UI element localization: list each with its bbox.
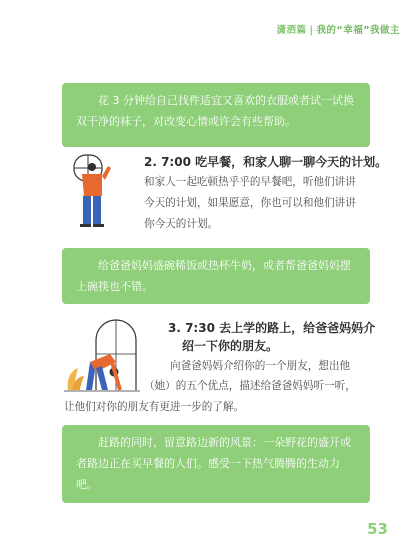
header-series: 潇洒篇 bbox=[276, 25, 307, 36]
section-3-body-line1: 向爸爸妈妈介绍你的一个朋友，想出他 bbox=[170, 360, 351, 372]
tip-box-clothes-text: 花 3 分钟给自己找件适宜又喜欢的衣服或者试一试换双干净的袜子，对改变心情或许会有些帮助。 bbox=[76, 94, 354, 128]
section-3-body-line3: 让他们对你的朋友有更进一步的了解。 bbox=[64, 401, 245, 413]
tip-box-scenery bbox=[62, 425, 370, 503]
section-3-body-line2: （她）的五个优点，描述给爸爸妈妈听一听， bbox=[144, 380, 356, 392]
section-2-body: 和家人一起吃顿热乎乎的早餐吧，听他们讲讲今天的计划，如果愿意，你也可以和他们讲讲你今天的计划。 bbox=[144, 176, 356, 230]
tip-box-breakfast bbox=[62, 248, 370, 304]
page-header bbox=[0, 22, 400, 36]
tip-box-breakfast-text: 给爸爸妈妈盛碗稀饭或热杯牛奶，或者帮爸爸妈妈摆上碗筷也不错。 bbox=[76, 259, 351, 293]
person-at-window-illustration bbox=[68, 152, 128, 232]
page-number: 53 bbox=[367, 520, 388, 538]
tip-box-scenery-text: 赶路的同时，留意路边新的风景：一朵野花的盛开或者路边正在买早餐的人们。感受一下热气腾腾的生动力吧。 bbox=[76, 436, 351, 491]
section-2-heading: 2. 7:00 吃早餐，和家人聊一聊今天的计划。 bbox=[144, 155, 388, 169]
person-stretching-illustration bbox=[62, 318, 142, 396]
header-title: 我的“幸福”我做主 bbox=[316, 25, 400, 36]
section-3-heading-line2: 绍一下你的朋友。 bbox=[182, 339, 279, 353]
header-separator: | bbox=[309, 25, 314, 36]
section-3-heading-line1: 3. 7:30 去上学的路上，给爸爸妈妈介 bbox=[168, 321, 376, 335]
tip-box-clothes bbox=[62, 83, 370, 147]
